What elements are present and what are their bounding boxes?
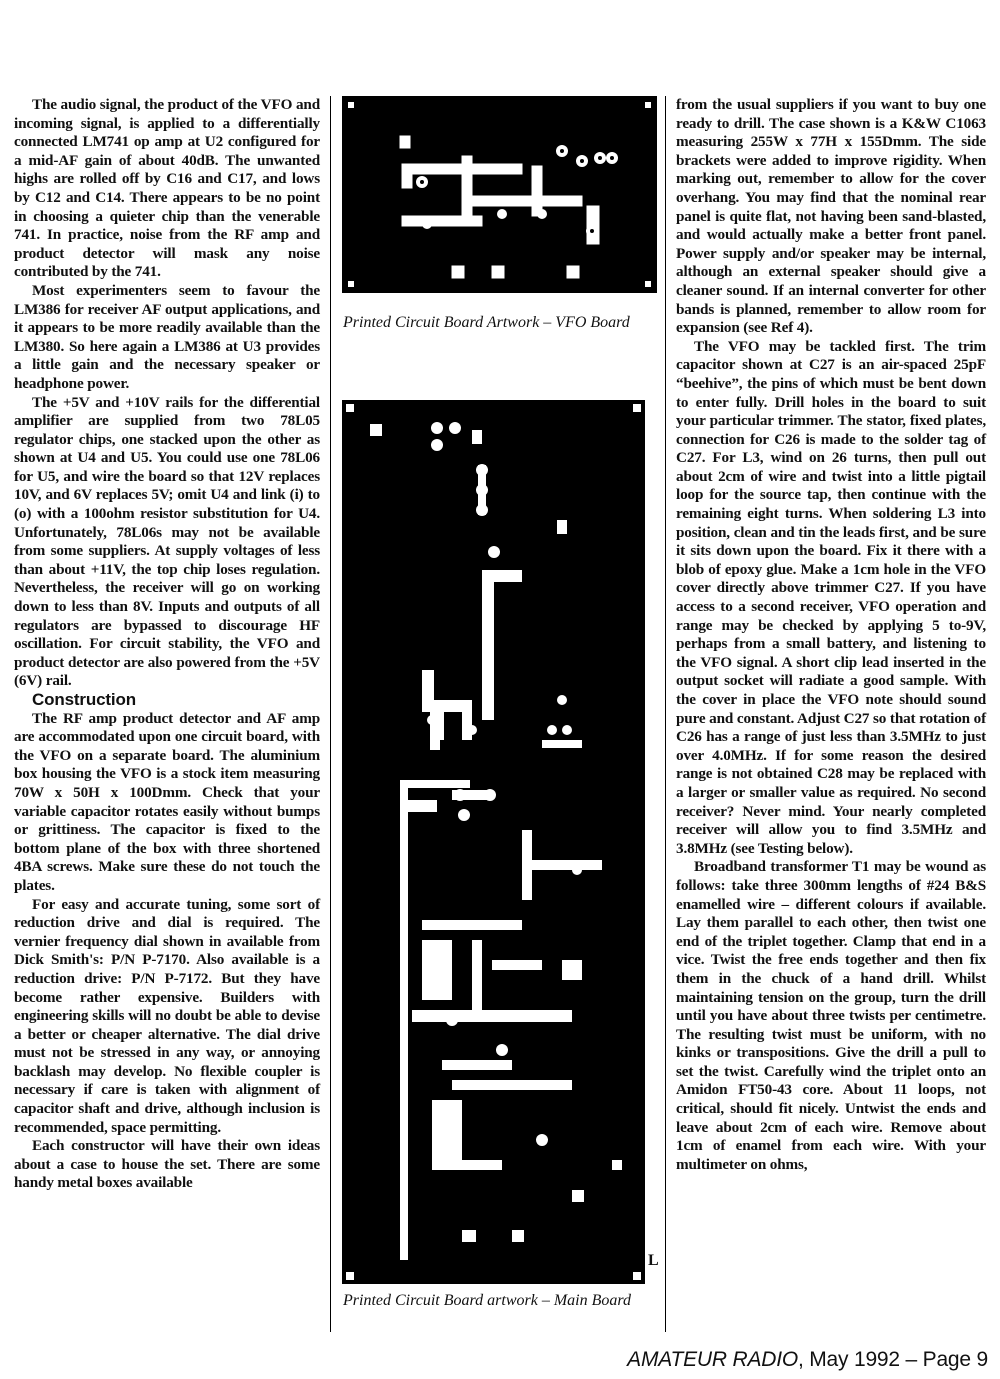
paragraph: The +5V and +10V rails for the differential amplifier are supplied from two 78L05 regulator chips, one stacked upon the other as shown at U4 and U5. You could use one 78L06 for U5, and wire the board so that 12V replaces 10V, and 6V replaces 5V; omit U4 and link (i) to (o) with a 100ohm resistor substitution for U4. Unfortunately, 78L06s may not be available from some suppliers. At supply voltages of less than about +11V, the top chip loses regulation. Nevertheless, the receiver will go on working down to less than 8V. Inputs and outputs of all regulators are bypassed to discourage HF oscillation. For circuit stability, the VFO and product detector are also powered from the +5V (6V) rail.	[14, 393, 320, 690]
main-board-caption: Printed Circuit Board artwork – Main Board	[343, 1292, 631, 1309]
paragraph: The RF amp product detector and AF amp are accommodated upon one circuit board, with the VFO on a separate board. The aluminium box housing the VFO is a stock item measuring 70W x 50H x 100Dmm. Check that your variable capacitor rotates easily without bumps or grittiness. The capacitor is fixed to the bottom plane of the box with three shortened 4BA screws. Make sure these do not touch the plates.	[14, 709, 320, 894]
paragraph: The audio signal, the product of the VFO and incoming signal, is applied to a differentially connected LM741 op amp at U2 configured for a mid-AF gain of about 40dB. The unwanted highs are rolled off by C16 and C17, and lows by C12 and C14. There appears to be no point in choosing a quieter chip than the venerable 741. In practice, noise from the RF amp and product detector will mask any noise contributed by the 741.	[14, 96, 320, 281]
vfo-pcb-traces	[342, 96, 657, 293]
main-board-artwork	[342, 400, 645, 1284]
paragraph: Each constructor will have their own ideas about a case to house the set. There are some handy metal boxes available	[14, 1137, 320, 1192]
issue-page: , May 1992 – Page 9	[798, 1348, 988, 1371]
left-column	[14, 96, 320, 1193]
page-footer	[627, 1348, 988, 1372]
right-column	[676, 96, 986, 1174]
vfo-board-caption: Printed Circuit Board Artwork – VFO Board	[343, 314, 630, 331]
paragraph: Most experimenters seem to favour the LM386 for receiver AF output applications, and it appears to be more readily available than the LM380. So here again a LM386 at U3 provides a little gain and the necessary speaker or headphone power.	[14, 281, 320, 392]
column-rule-left	[330, 96, 331, 1332]
paragraph: For easy and accurate tuning, some sort of reduction drive and dial is required. The vernier frequency dial shown in available from Dick Smith's: P/N P-7170. Also available is a reduction drive: P/N P-7172. But they have become rather expensive. Builders with engineering skills will no doubt be able to devise a better or cheaper alternative. The dial drive must not be stressed in any way, or annoying backlash may develop. No flexible coupler is necessary if care is taken with alignment of capacitor shaft and drive, although inclusion is recommended, space permitting.	[14, 895, 320, 1136]
main-board-marker: L	[648, 1252, 659, 1269]
vfo-board-artwork	[342, 96, 657, 293]
paragraph: The VFO may be tackled first. The trim capacitor shown at C27 is an air-spaced 25pF “beehive”, the pins of which must be bent down to enter fully. Drill holes in the board to suit your particular trimmer. The stator, fixed plates, connection for C26 is made to the solder tag of C27. For L3, wind on 26 turns, then pull out about 2cm of wire and twist into a little pigtail loop for the source tap, then continue with the remaining eight turns. When soldering L3 into position, clean and tin the leads first, and be sure it sits down upon the board. Fix it there with a blob of epoxy glue. Make a 1cm hole in the VFO cover directly above trimmer C27. If you have access to a second receiver, VFO operation and range may be checked by applying 5 to-9V, perhaps from a small battery, and listening to the VFO signal. A short clip lead inserted in the output socket will radiate a good sample. With the cover in place the VFO note should sound pure and constant. Adjust C27 so that rotation of C26 has a range of just less than 3.5MHz to just over 4.0MHz. If for some reason the desired range is not obtained C28 may be replaced with a larger or smaller value as required. No second receiver? Never mind. Your nearly completed receiver will allow you to find 3.5MHz and 3.8MHz (see Testing below).	[676, 337, 986, 857]
section-heading: Construction	[32, 690, 136, 709]
paragraph: Broadband transformer T1 may be wound as follows: take three 300mm lengths of #24 B&S enamelled wire – different colours if available. Lay them parallel to each other, then twist one end of the triplet together. Clamp that end in a vice. Twist the free ends together and then fix them in the chuck of a hand drill. Whilst maintaining tension on the group, turn the drill until you have about three twists per centimetre. The resulting twist must be uniform, with no kinks or transpositions. Give the drill a pull to set the twist. Carefully wind the triplet onto an Amidon FT50-43 core. About 11 loops, not critical, should fit nicely. Untwist the ends and leave about 2cm of each wire. Remove about 1cm of enamel from each wire. With your multimeter on ohms,	[676, 858, 986, 1173]
main-pcb-traces	[342, 400, 645, 1284]
paragraph: from the usual suppliers if you want to buy one ready to drill. The case shown is a K&W C1063 measuring 255W x 77H x 155Dmm. The side brackets were added to improve rigidity. When marking out, remember to allow for the cover overhang. You may find that the nominal rear panel is quite flat, not having been sand-blasted, and would actually make a better front panel. Power supply and/or speaker may be internal, although an external speaker should give a cleaner sound. If an internal converter for other bands is planned, remember to allow room for expansion (see Ref 4).	[676, 96, 986, 337]
magazine-name: AMATEUR RADIO	[627, 1348, 798, 1371]
column-rule-right	[665, 96, 666, 1332]
